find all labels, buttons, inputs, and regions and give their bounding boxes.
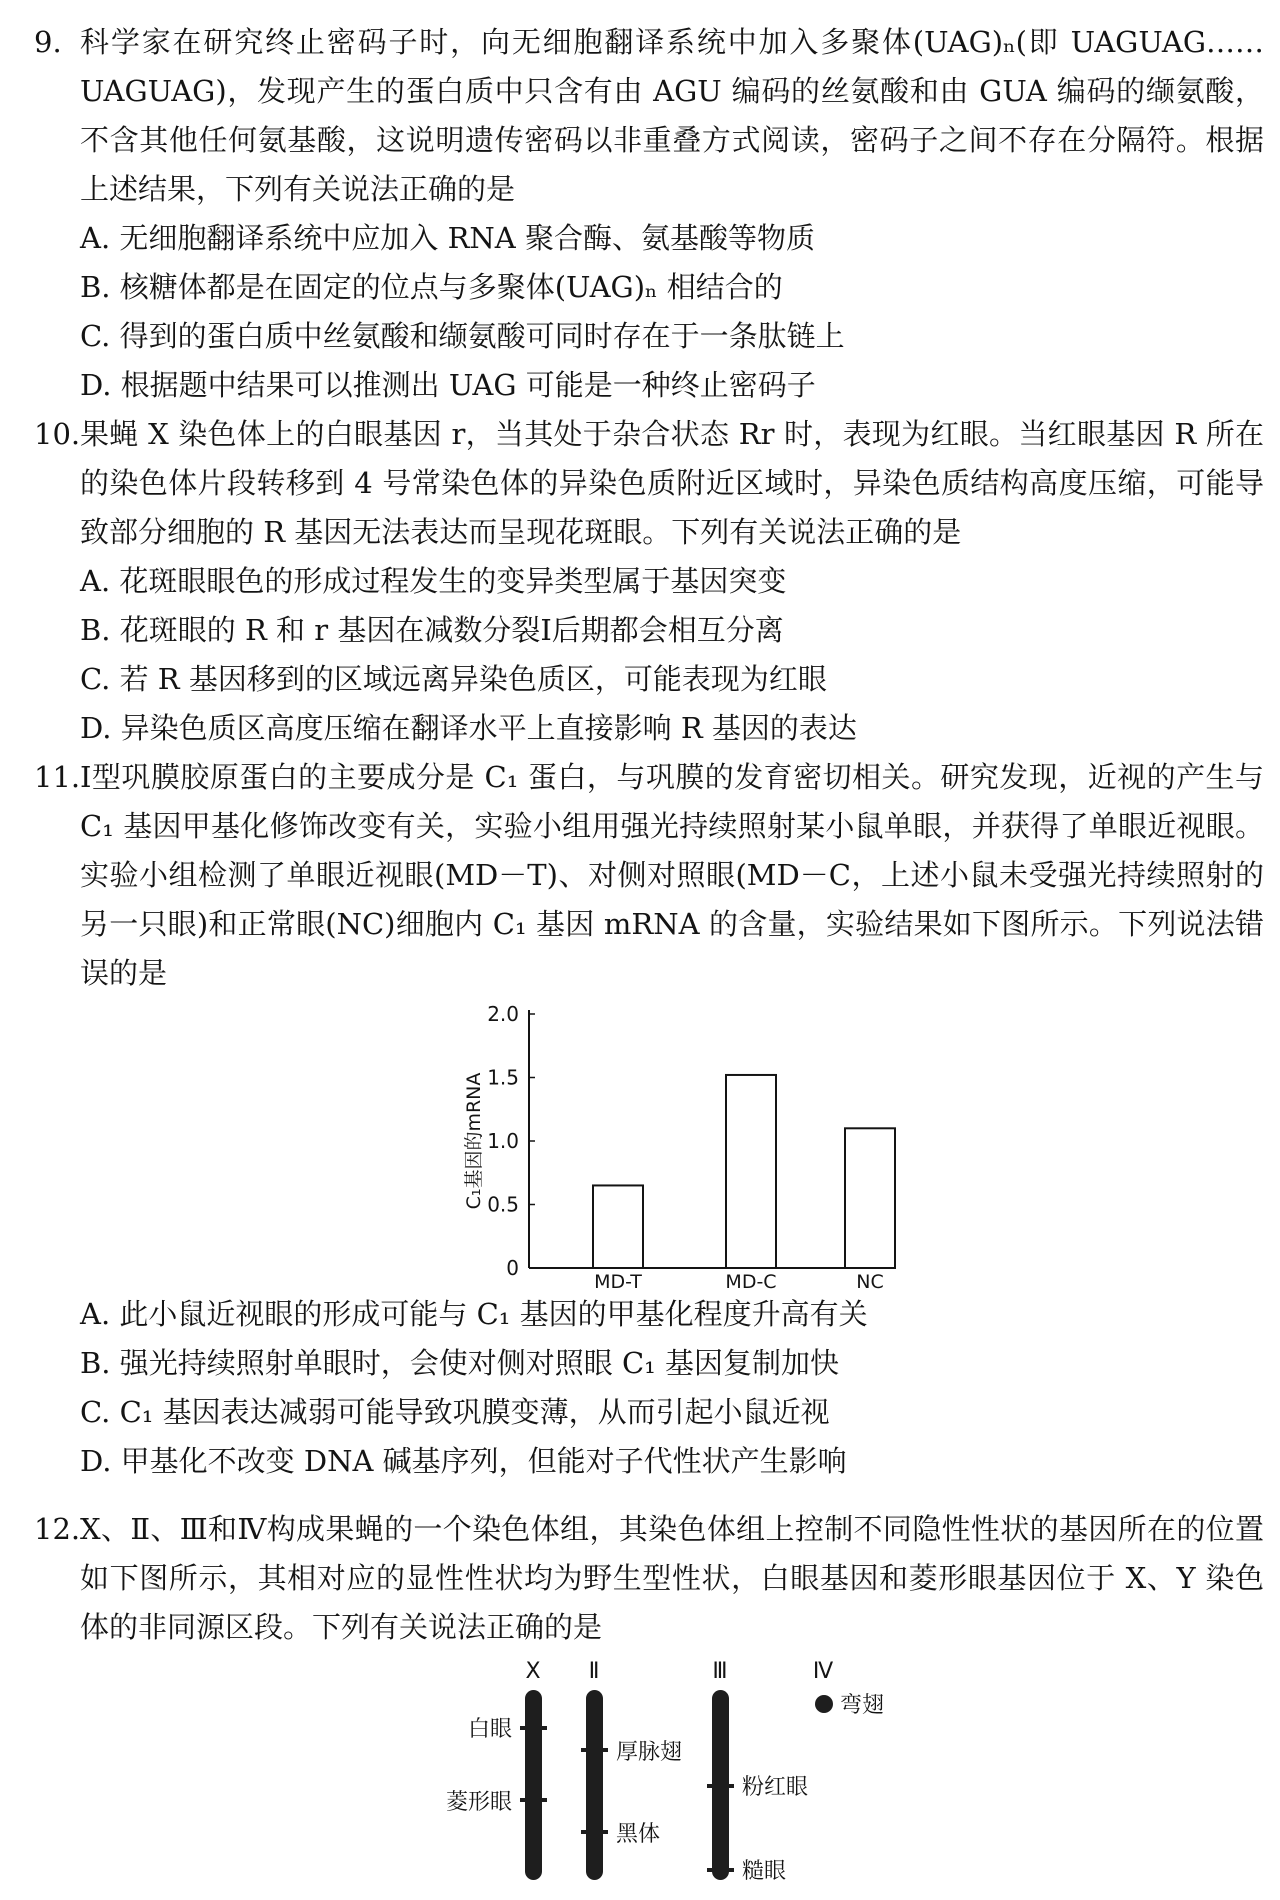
question-9 — [34, 18, 1264, 410]
gene-label: 厚脉翅 — [616, 1740, 683, 1765]
chromosome-ii — [586, 1690, 603, 1880]
chromosome-label-ii: Ⅱ — [588, 1659, 600, 1684]
question-stem: 科学家在研究终止密码子时，向无细胞翻译系统中加入多聚体(UAG)ₙ(即 UAGUAG……UAGUAG)，发现产生的蛋白质中只含有由 AGU 编码的丝氨酸和由 GUA 编码的缬氨酸，不含其他任何氨基酸，这说明遗传密码以非重叠方式阅读，密码子之间不存在分隔符。根据上述结果，下列有关说法正确的是 — [80, 25, 1264, 206]
gene-label: 粉红眼 — [742, 1775, 809, 1800]
y-tick-label: 1.5 — [487, 1065, 519, 1090]
bar-chart-svg — [34, 998, 1264, 1290]
option-d: D. 异染色质区高度压缩在翻译水平上直接影响 R 基因的表达 — [80, 711, 857, 745]
y-tick-label: 2.0 — [487, 1002, 519, 1026]
bar-md-t — [593, 1185, 643, 1268]
gene-label: 菱形眼 — [445, 1790, 512, 1815]
option-d: D. 甲基化不改变 DNA 碱基序列，但能对子代性状产生影响 — [80, 1444, 847, 1478]
chromosome-diagram — [34, 1652, 1264, 1882]
x-tick-label: MD-C — [725, 1271, 777, 1290]
y-tick-label: 1.0 — [487, 1129, 519, 1153]
question-10 — [34, 410, 1264, 753]
gene-label: 白眼 — [467, 1717, 512, 1742]
option-a: A. 花斑眼眼色的形成过程发生的变异类型属于基因突变 — [80, 564, 787, 598]
question-12 — [34, 1505, 1264, 1882]
y-axis-label: C₁基因的mRNA — [463, 1072, 485, 1210]
option-b: B. 核糖体都是在固定的位点与多聚体(UAG)ₙ 相结合的 — [80, 270, 783, 304]
chromosome-label-iv: Ⅳ — [812, 1659, 834, 1684]
mrna-bar-chart — [34, 998, 1264, 1290]
chromosome-label-iii: Ⅲ — [712, 1659, 728, 1684]
y-tick-label: 0 — [506, 1256, 519, 1280]
question-number: 11. — [34, 760, 81, 794]
option-d: D. 根据题中结果可以推测出 UAG 可能是一种终止密码子 — [80, 368, 816, 402]
option-a: A. 无细胞翻译系统中应加入 RNA 聚合酶、氨基酸等物质 — [80, 221, 815, 255]
option-a: A. 此小鼠近视眼的形成可能与 C₁ 基因的甲基化程度升高有关 — [80, 1297, 868, 1331]
option-b: B. 强光持续照射单眼时，会使对侧对照眼 C₁ 基因复制加快 — [80, 1346, 839, 1380]
question-number: 12. — [34, 1512, 81, 1546]
question-number: 9. — [34, 25, 62, 59]
gene-label: 弯翅 — [840, 1693, 885, 1718]
chromosome-x — [525, 1690, 542, 1880]
bar-nc — [845, 1128, 895, 1268]
y-tick-label: 0.5 — [487, 1192, 519, 1217]
bar-md-c — [726, 1075, 776, 1268]
question-stem: Ⅰ型巩膜胶原蛋白的主要成分是 C₁ 蛋白，与巩膜的发育密切相关。研究发现，近视的产生与 C₁ 基因甲基化修饰改变有关，实验小组用强光持续照射某小鼠单眼，并获得了单眼近视眼。实验小组检测了单眼近视眼(MD－T)、对侧对照眼(MD－C，上述小鼠未受强光持续照射的另一只眼)和正常眼(NC)细胞内 C₁ 基因 mRNA 的含量，实验结果如下图所示。下列说法错误的是 — [80, 760, 1264, 990]
x-tick-label: NC — [856, 1271, 884, 1290]
question-11 — [34, 753, 1264, 1486]
chromosome-label-x: X — [525, 1659, 541, 1684]
gene-label: 糙眼 — [742, 1859, 787, 1882]
option-c: C. C₁ 基因表达减弱可能导致巩膜变薄，从而引起小鼠近视 — [80, 1395, 830, 1429]
gene-label: 黑体 — [616, 1822, 661, 1847]
option-c: C. 得到的蛋白质中丝氨酸和缬氨酸可同时存在于一条肽链上 — [80, 319, 845, 353]
chromosome-svg — [34, 1652, 1264, 1882]
question-stem: X、Ⅱ、Ⅲ和Ⅳ构成果蝇的一个染色体组，其染色体组上控制不同隐性性状的基因所在的位置如下图所示，其相对应的显性性状均为野生型性状，白眼基因和菱形眼基因位于 X、Y 染色体的非同源区段。下列有关说法正确的是 — [80, 1512, 1264, 1644]
question-number: 10. — [34, 417, 81, 451]
chromosome-iv — [815, 1695, 833, 1713]
x-tick-label: MD-T — [594, 1271, 642, 1290]
option-c: C. 若 R 基因移到的区域远离异染色质区，可能表现为红眼 — [80, 662, 827, 696]
question-stem: 果蝇 X 染色体上的白眼基因 r，当其处于杂合状态 Rr 时，表现为红眼。当红眼基因 R 所在的染色体片段转移到 4 号常染色体的异染色质附近区域时，异染色质结构高度压缩，可能导致部分细胞的 R 基因无法表达而呈现花斑眼。下列有关说法正确的是 — [80, 417, 1264, 549]
option-b: B. 花斑眼的 R 和 r 基因在减数分裂Ⅰ后期都会相互分离 — [80, 613, 784, 647]
